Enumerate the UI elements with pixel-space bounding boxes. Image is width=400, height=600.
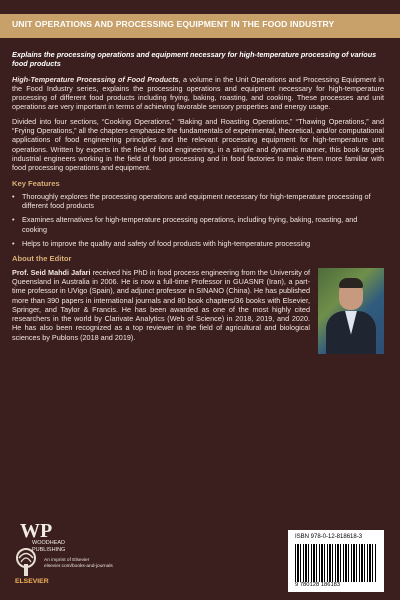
elsevier-wordmark: ELSEVIER	[15, 578, 49, 585]
editor-bio-text: received his PhD in food process engineering from the University of Queensland in Australia in 2006. He is now a full-time Professor in GUASNR (Iran), a part-time professor in UVigo (Spain), and adjunct professor in SINANO (China). He has published more than 390 papers in international journals and 80 book chapters/36 books with Elsevier, Springer, and Taylor & Francis. He has been awarded as one of the most highly cited researchers in the world by Clarivate Analytics (Web of Science) in 2018, 2019, and 2020. He has also been recognized as a top reviewer in the field of agricultural and biological sciences by Publons (2018 and 2019).	[12, 267, 310, 342]
intro-paragraph-1-text: , a volume in the Unit Operations and Processing Equipment in the Food Industry series, explains the processing operations and equipment necessary for high-temperature processing of different food products including frying, baking, roasting, and cooking. These processes and unit operations are very important in terms of achieving favorable sensory properties and energy usage.	[12, 74, 385, 112]
barcode-area	[288, 530, 384, 592]
feature-item	[12, 215, 384, 234]
barcode-image	[295, 544, 377, 582]
feature-text: Thoroughly explores the processing operations and equipment necessary for high-temperature processing of different food products	[22, 191, 371, 211]
feature-item	[12, 192, 384, 211]
editor-bio	[12, 268, 310, 354]
series-header-band	[0, 14, 400, 38]
feature-text: Examines alternatives for high-temperature processing operations, including frying, baking, roasting, and cooking	[22, 215, 358, 234]
publisher-name: WOODHEAD PUBLISHING	[32, 540, 66, 553]
intro-paragraph-1	[12, 75, 384, 112]
feature-text: Helps to improve the quality and safety of food products with high-temperature processing	[22, 239, 311, 249]
bullet-icon: •	[12, 191, 15, 201]
imprint-text: An imprint of Elsevier	[44, 558, 90, 563]
feature-item	[12, 239, 384, 248]
bullet-icon: •	[12, 239, 15, 249]
key-features-heading: Key Features	[12, 178, 60, 188]
elsevier-tree-icon	[14, 546, 38, 578]
series-title: UNIT OPERATIONS AND PROCESSING EQUIPMENT IN THE FOOD INDUSTRY	[12, 19, 335, 29]
bullet-icon: •	[12, 215, 15, 225]
editor-name: Prof. Seid Mahdi Jafari	[12, 267, 91, 277]
photo-hair	[339, 278, 363, 288]
publisher-imprint	[44, 558, 113, 570]
editor-photo	[318, 268, 384, 354]
intro-paragraph-2: Divided into four sections, “Cooking Operations,” “Baking and Roasting Operations,” “Thawing Operations,” and “Frying Operations,” all the chapters emphasize the fundamentals of experimental, theoretical, and/or computational applications of food engineering principles and the relevant processing equipment for high-temperature unit operations. Written by experts in the field of food engineering, in a simple and dynamic manner, this book targets industrial engineers working in the field of food processing and in food factories to make them more familiar with food processing operations and equipment.	[12, 116, 384, 173]
publisher-logo	[14, 518, 113, 590]
woodhead-logo-mark: WP	[20, 520, 53, 542]
editor-section	[12, 268, 384, 354]
book-title-emphasis: High-Temperature Processing of Food Products	[12, 74, 179, 84]
barcode-number: 9 780128 186183	[295, 582, 341, 588]
publisher-url: elsevier.com/books-and-journals	[44, 564, 113, 569]
book-subtitle: Explains the processing operations and equipment necessary for high-temperature processing of various food products	[12, 50, 377, 69]
cover-text-block	[12, 50, 384, 354]
isbn-label: ISBN 978-0-12-818618-3	[295, 534, 363, 540]
about-editor-heading: About the Editor	[12, 254, 72, 264]
